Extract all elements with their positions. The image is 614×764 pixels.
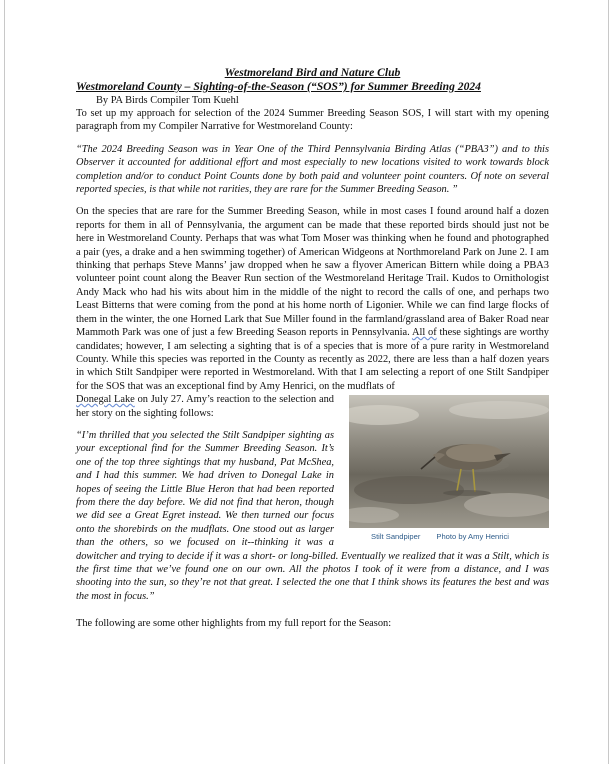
stilt-sandpiper-image (349, 395, 549, 528)
byline: By PA Birds Compiler Tom Kuehl (96, 95, 239, 106)
article-subtitle: Westmoreland County – Sighting-of-the-Season (“SOS”) for Summer Breeding 2024 (76, 80, 481, 93)
stilt-sandpiper-photo (349, 395, 549, 528)
species-paragraph-text-d: on July 27. Amy’s reaction to the selection and her story on the sighting follows: (76, 394, 334, 419)
photo-caption (371, 532, 549, 541)
caption-species: Stilt Sandpiper (371, 532, 421, 542)
club-title: Westmoreland Bird and Nature Club (224, 66, 401, 79)
main-text-wrap (76, 205, 549, 603)
species-paragraph (76, 205, 549, 393)
article-body (76, 66, 549, 631)
document-page (4, 0, 609, 764)
compiler-quote: “The 2024 Breeding Season was in Year One of the Third Pennsylvania Birding Atlas (“PBA3”) and to this Observer it accounted for additional effort and most especially to new locations visited to work towards block completion and/or to conduct Point Counts done by both paid and volunteer point counters. Of note on several reported species, is that while not rarities, they are rare for the Summer Breeding Season. ” (76, 143, 549, 196)
intro-paragraph: To set up my approach for selection of the 2024 Summer Breeding Season SOS, I will start with my opening paragraph from my Compiler Narrative for Westmoreland County: (76, 108, 549, 133)
amy-quote: “I’m thrilled that you selected the Stilt Sandpiper sighting as your exceptional find for the Summer Breeding Season. It’s one of the top three sightings that my husband, Pat McShea, and I had this summer. We had driven to Donegal Lake in hopes of seeing the Little Blue Heron that had been reported from there the day before. We did not find that heron, though we did see a Great Egret instead. We then turned our focus onto the shorebirds on the mudflats. One stood out as larger than the others, so we focused on it--thinking it was a dowitcher and trying to decide if it was a short- or long-billed. Eventually we realized that it was a Stilt, which is the first time that we’ve found one on our own. All the photos I took of it were from a distance, and I was shooting into the sun, so they’re not that great. I selected the one that I think shows its features the best and was the most in focus.” (76, 429, 549, 602)
caption-credit: Photo by Amy Henrici (436, 532, 509, 542)
sandpiper-figure (344, 395, 549, 545)
place-name-flag: Donegal Lake (76, 394, 135, 406)
species-paragraph-text-b: these sightings are worthy candidates; however, I am selecting a sighting that is of a species that is more of a pure rarity in Westmoreland County. While this species was reported in the County as recently as 2022, there are less than a half dozen years in which Stilt Sandpiper were reported in Westmoreland. With that I am selecting a report of one Stilt Sandpiper for the SOS that was an exceptional find by Amy Henrici, on the mudflats of (76, 327, 549, 392)
closing-paragraph: The following are some other highlights from my full report for the Season: (76, 618, 392, 630)
species-paragraph-text-a: On the species that are rare for the Summer Breeding Season, while in most cases I found around half a dozen reports for them in all of Pennsylvania, the argument can be made that these reported birds should just not be here in Westmoreland County. Perhaps that was what Tom Moser was thinking when he found and photographed a pair (yes, a drake and a hen swimming together) of American Widgeons at Northmoreland Park on June 2. I am thinking that perhaps Steve Manns’ jaw dropped when he saw a flyover American Bittern while doing a PBA3 volunteer point count along the Beaver Run section of the Westmoreland Heritage Trail. Kudos to Ornithologist Andy Mack who had his wits about him in the middle of the night to record the calls of one, and perhaps two Least Bitterns that were coming from the pond at his home north of Ligonier. While we can find large flocks of them in the winter, the one Horned Lark that Sue Miller found in the farmland/grassland area of Baker Road near Mammoth Park was one of just a few Breeding Season reports in Pennsylvania. (76, 206, 549, 339)
spellcheck-flag: All of (411, 327, 437, 339)
